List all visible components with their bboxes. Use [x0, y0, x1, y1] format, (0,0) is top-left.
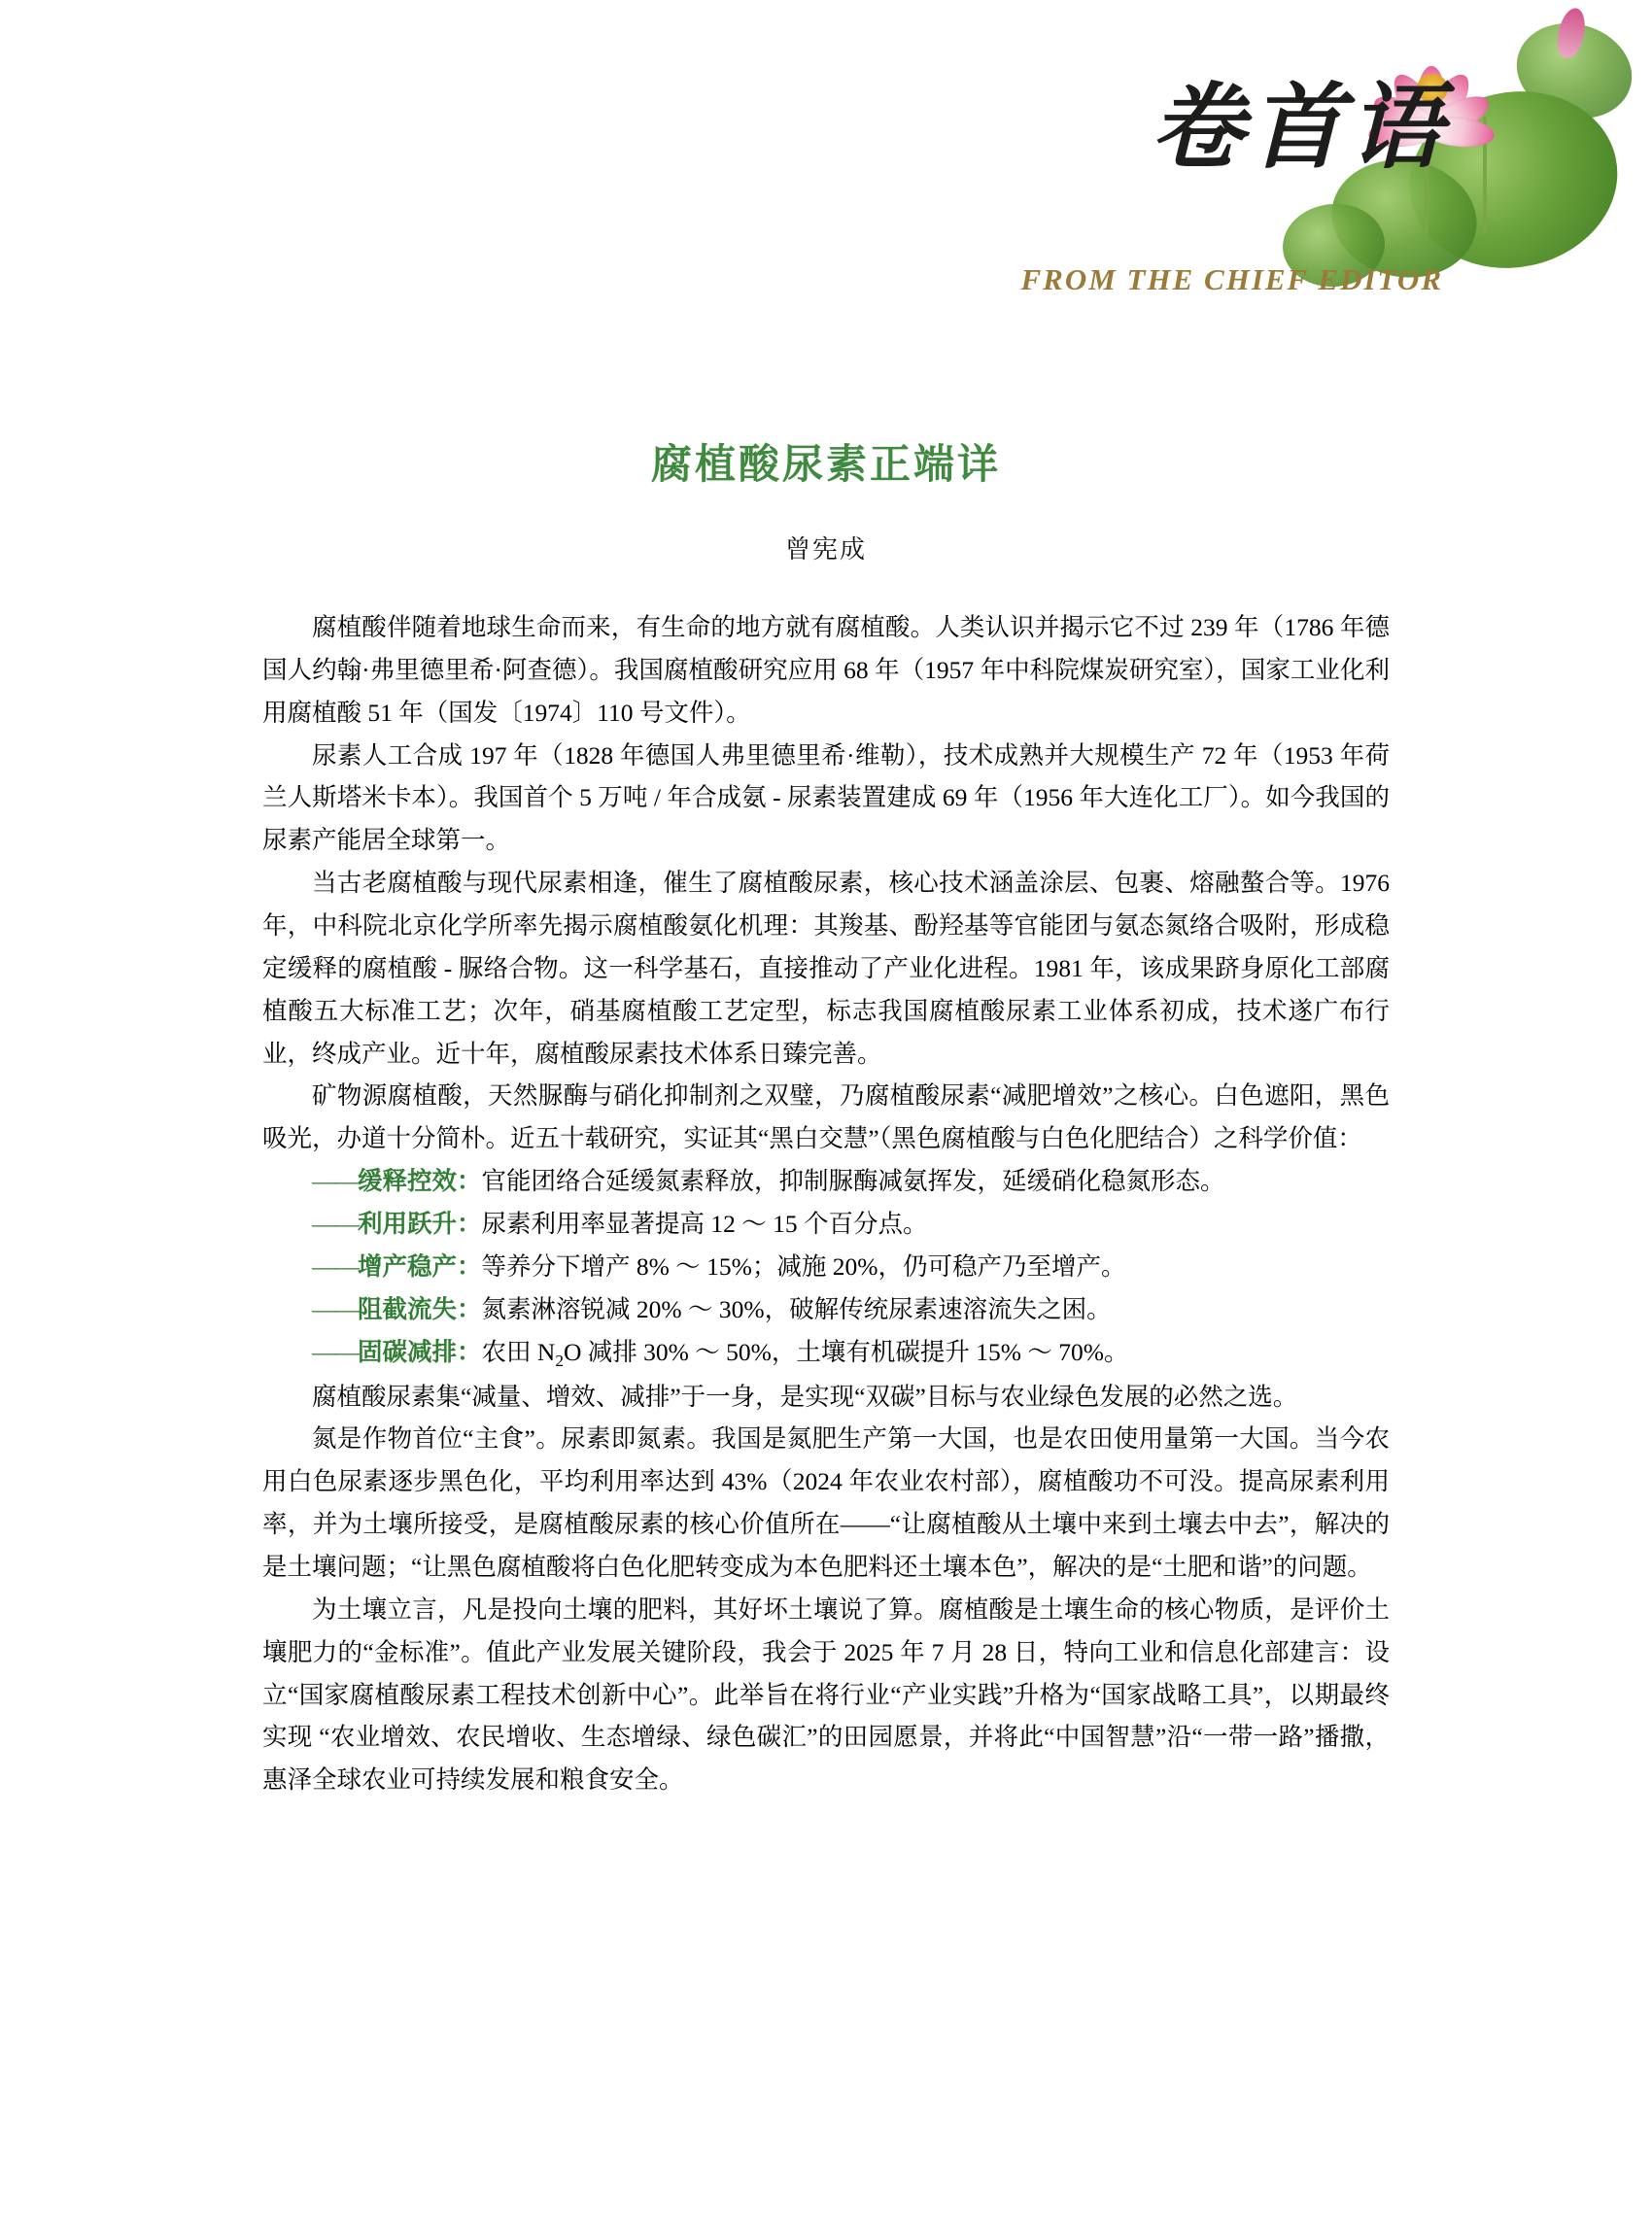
chemical-subscript: 2	[555, 1351, 564, 1370]
page-header	[0, 0, 1652, 335]
masthead-artwork	[797, 0, 1652, 335]
bullet-dash: ——	[312, 1210, 358, 1239]
masthead-title-en: FROM THE CHIEF EDITOR	[1020, 262, 1443, 296]
bullet-dash: ——	[312, 1167, 358, 1196]
paragraph: 矿物源腐植酸，天然脲酶与硝化抑制剂之双璧，乃腐植酸尿素“减肥增效”之核心。白色遮阳，黑色吸光，办道十分简朴。近五十载研究，实证其“黑白交慧”（黑色腐植酸与白色化肥结合）之科学价值：	[262, 1081, 1390, 1153]
bullet-text: 尿素利用率显著提高 12 ～ 15 个百分点。	[481, 1210, 928, 1239]
bullet-lead: 增产稳产：	[358, 1251, 482, 1281]
bullet-dash: ——	[312, 1337, 358, 1366]
list-item	[262, 1331, 1390, 1376]
bullet-dash: ——	[312, 1251, 358, 1281]
bullet-text: 官能团络合延缓氮素释放，抑制脲酶减氨挥发，延缓硝化稳氮形态。	[481, 1167, 1225, 1196]
list-item	[262, 1203, 1390, 1246]
bullet-text-pre: 农田 N	[481, 1337, 556, 1366]
bullet-lead: 阻截流失：	[358, 1294, 482, 1323]
bullet-text-post: O 减排 30% ～ 50%，土壤有机碳提升 15% ～ 70%。	[563, 1337, 1129, 1366]
page-title: 腐植酸尿素正端详	[650, 441, 1001, 487]
list-item	[262, 1246, 1390, 1288]
list-item	[262, 1160, 1390, 1203]
article-body	[262, 606, 1390, 1801]
masthead-title-cn: 卷首语	[1151, 76, 1448, 180]
article-author: 曾宪成	[784, 535, 867, 564]
bullet-lead: 缓释控效：	[358, 1167, 482, 1196]
paragraph: 氮是作物首位“主食”。尿素即氮素。我国是氮肥生产第一大国，也是农田使用量第一大国。当今农用白色尿素逐步黑色化，平均利用率达到 43%（2024 年农业农村部），腐植酸功不可没。提高尿素利用率，并为土壤所接受，是腐植酸尿素的核心价值所在——“让腐植酸从土壤中来到土壤去中去”，解决的是土壤问题；“让黑色腐植酸将白色化肥转变成为本色肥料还土壤本色”，解决的是“土肥和谐”的问题。	[262, 1424, 1390, 1581]
bullet-lead: 固碳减排：	[358, 1337, 482, 1366]
paragraph: 为土壤立言，凡是投向土壤的肥料，其好坏土壤说了算。腐植酸是土壤生命的核心物质，是评价土壤肥力的“金标准”。值此产业发展关键阶段，我会于 2025 年 7 月 28 日，特向工业和信息化部建言：设立“国家腐植酸尿素工程技术创新中心”。此举旨在将行业“产业实践”升格为“国家战略工具”，以期最终实现 “农业增效、农民增收、生态增绿、绿色碳汇”的田园愿景，并将此“中国智慧”沿“一带一路”播撒，惠泽全球农业可持续发展和粮食安全。	[262, 1594, 1390, 1795]
list-item	[262, 1288, 1390, 1331]
paragraph: 腐植酸尿素集“减量、增效、减排”于一身，是实现“双碳”目标与农业绿色发展的必然之选。	[312, 1382, 1298, 1411]
article	[0, 335, 1652, 1801]
paragraph: 尿素人工合成 197 年（1828 年德国人弗里德里希·维勒），技术成熟并大规模生产 72 年（1953 年荷兰人斯塔米卡本）。我国首个 5 万吨 / 年合成氨 - 尿素装置建成 69 年（1956 年大连化工厂）。如今我国的尿素产能居全球第一。	[262, 740, 1390, 855]
paragraph: 当古老腐植酸与现代尿素相逢，催生了腐植酸尿素，核心技术涵盖涂层、包裹、熔融螯合等。1976 年，中科院北京化学所率先揭示腐植酸氨化机理：其羧基、酚羟基等官能团与氨态氮络合吸附，形成稳定缓释的腐植酸 - 脲络合物。这一科学基石，直接推动了产业化进程。1981 年，该成果跻身原化工部腐植酸五大标准工艺；次年，硝基腐植酸工艺定型，标志我国腐植酸尿素工业体系初成，技术遂广布行业，终成产业。近十年，腐植酸尿素技术体系日臻完善。	[262, 869, 1390, 1068]
bullet-text: 氮素淋溶锐减 20% ～ 30%，破解传统尿素速溶流失之困。	[481, 1294, 1112, 1323]
bullet-dash: ——	[312, 1294, 358, 1323]
paragraph: 腐植酸伴随着地球生命而来，有生命的地方就有腐植酸。人类认识并揭示它不过 239 年（1786 年德国人约翰·弗里德里希·阿查德）。我国腐植酸研究应用 68 年（1957 年中科院煤炭研究室），国家工业化利用腐植酸 51 年（国发〔1974〕110 号文件）。	[262, 613, 1390, 727]
bullet-text: 等养分下增产 8% ～ 15%；减施 20%，仍可稳产乃至增产。	[481, 1251, 1126, 1281]
bullet-lead: 利用跃升：	[358, 1210, 482, 1239]
